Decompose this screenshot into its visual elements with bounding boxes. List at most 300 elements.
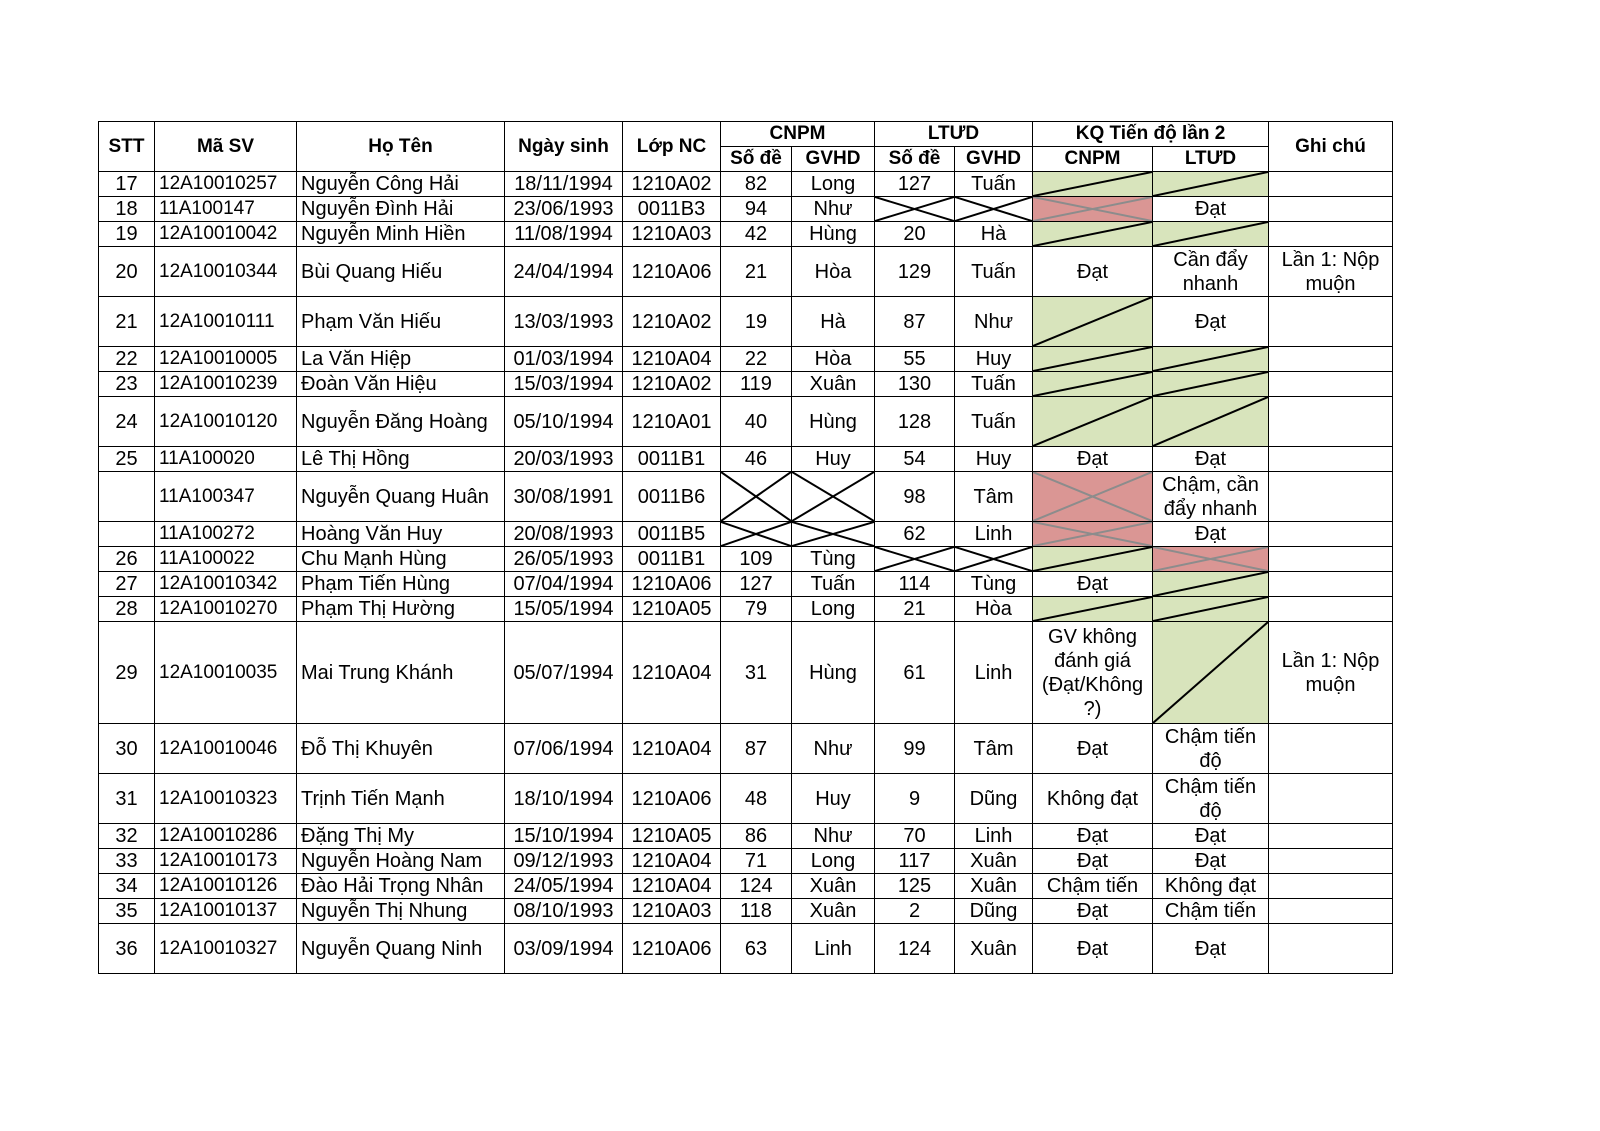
cell-ngay-sinh <box>505 397 623 447</box>
header-cnpm-gvhd: GVHD <box>792 147 875 172</box>
cell-text: 0011B3 <box>637 198 706 220</box>
strike-diagonal <box>1153 597 1268 621</box>
cell-kq-ltud <box>1153 874 1269 899</box>
cell-text: 12A10010137 <box>159 900 278 921</box>
cell-text: 117 <box>898 850 931 872</box>
cell-text: 1210A04 <box>631 348 712 370</box>
cell-kq-cnpm <box>1033 372 1153 397</box>
cell-lop-nc <box>623 899 721 924</box>
cell-ngay-sinh <box>505 824 623 849</box>
cell-cnpm-gvhd <box>792 472 875 522</box>
cell-kq-cnpm <box>1033 724 1153 774</box>
cell-text: 12A10010286 <box>159 825 278 846</box>
cell-ho-ten <box>297 347 505 372</box>
cell-ho-ten <box>297 849 505 874</box>
cell-ma-sv <box>155 297 297 347</box>
cell-cnpm-so-de <box>721 297 792 347</box>
cell-cnpm-so-de <box>721 222 792 247</box>
cell-lop-nc <box>623 547 721 572</box>
cell-kq-cnpm <box>1033 597 1153 622</box>
cell-cnpm-so-de <box>721 247 792 297</box>
cell-ngay-sinh <box>505 874 623 899</box>
strike-diagonal <box>1153 347 1268 371</box>
cell-text: 99 <box>903 737 926 760</box>
cell-text: 42 <box>744 223 768 245</box>
cell-text: Lần 1: Nộp muộn <box>1281 649 1380 696</box>
strike-diagonal <box>1033 397 1152 446</box>
cell-lop-nc <box>623 447 721 472</box>
cell-text: Linh <box>814 937 852 960</box>
cell-cnpm-so-de <box>721 924 792 974</box>
cell-text: Huy <box>975 448 1012 470</box>
cell-text: 12A10010035 <box>159 661 278 683</box>
cell-ltud-so-de <box>875 222 955 247</box>
cell-ma-sv <box>155 397 297 447</box>
cell-text: 1210A02 <box>631 173 712 195</box>
cell-text: Hùng <box>809 223 857 245</box>
cell-ltud-gvhd <box>955 874 1033 899</box>
cell-text: Đạt <box>1194 937 1227 960</box>
cell-ltud-so-de <box>875 622 955 724</box>
cell-text: 12A10010111 <box>159 310 275 332</box>
cell-cnpm-gvhd <box>792 849 875 874</box>
cell-ngay-sinh <box>505 472 623 522</box>
cell-text: Đạt <box>1194 523 1227 545</box>
strike-diagonal <box>1153 622 1268 723</box>
cell-ltud-gvhd <box>955 247 1033 297</box>
cell-cnpm-gvhd <box>792 172 875 197</box>
header-ho-ten: Họ Tên <box>297 122 505 172</box>
cell-ltud-gvhd <box>955 372 1033 397</box>
cell-text: 87 <box>744 737 768 760</box>
cell-cnpm-so-de <box>721 172 792 197</box>
cell-text: 61 <box>903 661 926 684</box>
cell-text: 124 <box>739 875 773 897</box>
cell-ngay-sinh <box>505 597 623 622</box>
cell-cnpm-gvhd <box>792 724 875 774</box>
cell-ghi-chu <box>1269 397 1393 447</box>
cell-kq-ltud <box>1153 347 1269 372</box>
cell-ghi-chu <box>1269 572 1393 597</box>
cell-text: 18/10/1994 <box>513 787 614 810</box>
strike-cross <box>721 472 791 521</box>
cell-text: Huy <box>975 348 1012 370</box>
cell-cnpm-so-de <box>721 347 792 372</box>
cell-text: Phạm Thị Hường <box>301 598 455 620</box>
table-row <box>99 472 1393 522</box>
cell-text: 0011B5 <box>637 523 706 545</box>
cell-ltud-gvhd <box>955 899 1033 924</box>
cell-text: Đạt <box>1194 825 1227 847</box>
cell-text: 2 <box>908 900 921 922</box>
cell-text: Đặng Thị My <box>301 825 415 847</box>
cell-text: Long <box>810 173 856 195</box>
cell-ghi-chu <box>1269 222 1393 247</box>
cell-stt <box>99 372 155 397</box>
cell-text: Xuân <box>970 850 1017 872</box>
cell-text: Hòa <box>814 348 852 370</box>
cell-text: Hà <box>980 223 1007 245</box>
cell-cnpm-so-de <box>721 899 792 924</box>
cell-ghi-chu <box>1269 622 1393 724</box>
cell-text: 26 <box>115 548 138 570</box>
cell-text: 1210A03 <box>631 223 712 245</box>
cell-text: 07/04/1994 <box>513 573 614 595</box>
cell-text: Không đạt <box>1046 787 1139 810</box>
cell-ghi-chu <box>1269 849 1393 874</box>
cell-ngay-sinh <box>505 572 623 597</box>
cell-text: 12A10010005 <box>159 348 278 369</box>
cell-ngay-sinh <box>505 247 623 297</box>
cell-text: 0011B1 <box>637 548 706 570</box>
strike-diagonal <box>1153 172 1268 196</box>
cell-text: Tâm <box>973 485 1014 508</box>
cell-stt <box>99 622 155 724</box>
cell-text: 12A10010042 <box>159 223 278 244</box>
cell-cnpm-so-de <box>721 572 792 597</box>
cell-text: Như <box>813 825 853 847</box>
cell-text: 26/05/1993 <box>513 548 614 570</box>
cell-text: 12A10010270 <box>159 598 278 619</box>
cell-text: 11A100272 <box>159 523 255 544</box>
table-row <box>99 222 1393 247</box>
cell-ltud-gvhd <box>955 849 1033 874</box>
cell-cnpm-gvhd <box>792 572 875 597</box>
cell-text: Hòa <box>814 260 852 283</box>
cell-ho-ten <box>297 622 505 724</box>
cell-text: 127 <box>739 573 773 595</box>
cell-text: 94 <box>744 198 768 220</box>
cell-lop-nc <box>623 522 721 547</box>
cell-text: 15/05/1994 <box>513 598 614 620</box>
cell-text: Đạt <box>1076 448 1109 470</box>
cell-stt <box>99 774 155 824</box>
cell-text: Nguyễn Quang Huân <box>301 485 489 508</box>
cell-lop-nc <box>623 774 721 824</box>
cell-ltud-so-de <box>875 597 955 622</box>
cell-ma-sv <box>155 172 297 197</box>
cell-cnpm-so-de <box>721 724 792 774</box>
cell-cnpm-so-de <box>721 597 792 622</box>
cell-text: 1210A02 <box>631 310 712 333</box>
cell-ltud-so-de <box>875 924 955 974</box>
cell-lop-nc <box>623 472 721 522</box>
cell-text: 127 <box>897 173 932 195</box>
cell-ltud-gvhd <box>955 572 1033 597</box>
cell-text: 30/08/1991 <box>513 485 614 508</box>
cell-ghi-chu <box>1269 197 1393 222</box>
cell-text: 1210A05 <box>631 598 712 620</box>
cell-text: 19 <box>744 310 768 333</box>
cell-text: Mai Trung Khánh <box>301 661 454 684</box>
header-kq: KQ Tiến độ lần 2 <box>1033 122 1269 147</box>
cell-lop-nc <box>623 849 721 874</box>
strike-cross <box>1033 522 1152 546</box>
cell-text: 71 <box>744 850 768 872</box>
cell-text: 11A100147 <box>159 198 255 219</box>
cell-text: Nguyễn Đình Hải <box>301 198 454 220</box>
table-row <box>99 924 1393 974</box>
cell-text: 12A10010344 <box>159 260 278 282</box>
cell-ma-sv <box>155 597 297 622</box>
cell-text: 09/12/1993 <box>513 850 614 872</box>
cell-text: 31 <box>744 661 768 684</box>
cell-lop-nc <box>623 874 721 899</box>
cell-ltud-so-de <box>875 899 955 924</box>
cell-text: Đạt <box>1194 310 1227 333</box>
cell-ho-ten <box>297 397 505 447</box>
cell-ho-ten <box>297 197 505 222</box>
table-row <box>99 372 1393 397</box>
cell-text: Hùng <box>809 410 857 433</box>
cell-cnpm-gvhd <box>792 522 875 547</box>
cell-text: 1210A06 <box>631 937 712 960</box>
cell-cnpm-gvhd <box>792 899 875 924</box>
cell-ma-sv <box>155 547 297 572</box>
cell-cnpm-gvhd <box>792 297 875 347</box>
cell-kq-ltud <box>1153 172 1269 197</box>
cell-text: Nguyễn Thị Nhung <box>301 900 468 922</box>
cell-stt <box>99 899 155 924</box>
cell-kq-cnpm <box>1033 824 1153 849</box>
cell-text: 11A100022 <box>159 548 255 569</box>
cell-cnpm-gvhd <box>792 222 875 247</box>
cell-ltud-so-de <box>875 472 955 522</box>
cell-text: 24 <box>115 410 138 433</box>
cell-text: 63 <box>744 937 768 960</box>
cell-text: Hoàng Văn Huy <box>301 523 443 545</box>
cell-text: Chậm, cần đẩy nhanh <box>1162 473 1259 520</box>
cell-ltud-so-de <box>875 724 955 774</box>
header-stt: STT <box>99 122 155 172</box>
cell-ma-sv <box>155 899 297 924</box>
cell-text: 130 <box>897 373 932 395</box>
cell-kq-ltud <box>1153 899 1269 924</box>
cell-text: 21 <box>903 598 926 620</box>
cell-text: Lê Thị Hồng <box>301 448 410 470</box>
cell-text: Đạt <box>1194 198 1227 220</box>
cell-text: Tùng <box>970 573 1017 595</box>
cell-stt <box>99 347 155 372</box>
cell-kq-cnpm <box>1033 472 1153 522</box>
table-row <box>99 522 1393 547</box>
cell-ho-ten <box>297 547 505 572</box>
strike-cross <box>792 472 874 521</box>
cell-text: Hòa <box>975 598 1012 620</box>
cell-text: 17 <box>115 173 138 195</box>
cell-kq-ltud <box>1153 522 1269 547</box>
cell-ngay-sinh <box>505 547 623 572</box>
cell-ma-sv <box>155 572 297 597</box>
cell-text: 36 <box>115 937 138 960</box>
cell-text: Như <box>813 198 853 220</box>
cell-lop-nc <box>623 622 721 724</box>
cell-text: 1210A05 <box>631 825 712 847</box>
strike-cross <box>875 197 954 221</box>
cell-lop-nc <box>623 597 721 622</box>
cell-ltud-gvhd <box>955 522 1033 547</box>
strike-cross <box>792 522 874 546</box>
cell-text: 1210A04 <box>631 737 712 760</box>
cell-text: 20/08/1993 <box>513 523 614 545</box>
cell-text: 70 <box>903 825 926 847</box>
cell-kq-ltud <box>1153 222 1269 247</box>
cell-text: 1210A04 <box>631 661 712 684</box>
cell-ho-ten <box>297 774 505 824</box>
cell-text: Xuân <box>970 875 1017 897</box>
cell-stt <box>99 849 155 874</box>
table-row <box>99 597 1393 622</box>
header-ltud-so-de: Số đề <box>875 147 955 172</box>
cell-text: 12A10010323 <box>159 787 278 809</box>
cell-lop-nc <box>623 724 721 774</box>
header-kq-cnpm: CNPM <box>1033 147 1153 172</box>
table-row <box>99 774 1393 824</box>
cell-text: Tùng <box>810 548 856 570</box>
table-row <box>99 874 1393 899</box>
cell-text: 114 <box>898 573 931 595</box>
cell-stt <box>99 724 155 774</box>
cell-stt <box>99 297 155 347</box>
cell-stt <box>99 522 155 547</box>
cell-ho-ten <box>297 472 505 522</box>
header-kq-ltud: LTƯD <box>1153 147 1269 172</box>
header-cnpm: CNPM <box>721 122 875 147</box>
cell-cnpm-gvhd <box>792 547 875 572</box>
cell-text: 48 <box>744 787 768 810</box>
cell-text: Chậm tiến <box>1046 875 1139 897</box>
cell-ma-sv <box>155 197 297 222</box>
strike-diagonal <box>1153 397 1268 446</box>
cell-ma-sv <box>155 622 297 724</box>
cell-cnpm-gvhd <box>792 347 875 372</box>
header-lop-nc: Lớp NC <box>623 122 721 172</box>
cell-ngay-sinh <box>505 172 623 197</box>
strike-diagonal <box>1033 172 1152 196</box>
header-ghi-chu: Ghi chú <box>1269 122 1393 172</box>
cell-ho-ten <box>297 874 505 899</box>
cell-text: Linh <box>974 825 1013 847</box>
cell-text: 12A10010046 <box>159 737 278 759</box>
cell-text: 62 <box>903 523 926 545</box>
cell-text: Tuấn <box>971 260 1016 283</box>
table-row <box>99 824 1393 849</box>
cell-stt <box>99 924 155 974</box>
header-cnpm-so-de: Số đề <box>721 147 792 172</box>
cell-cnpm-gvhd <box>792 597 875 622</box>
cell-ltud-so-de <box>875 297 955 347</box>
cell-text: 40 <box>744 410 768 433</box>
cell-ltud-so-de <box>875 522 955 547</box>
cell-text: Đạt <box>1194 448 1227 470</box>
cell-text: 82 <box>744 173 768 195</box>
cell-text: Chu Mạnh Hùng <box>301 548 447 570</box>
cell-cnpm-so-de <box>721 372 792 397</box>
cell-ma-sv <box>155 874 297 899</box>
cell-kq-cnpm <box>1033 447 1153 472</box>
strike-diagonal <box>1033 547 1152 571</box>
cell-kq-cnpm <box>1033 849 1153 874</box>
cell-cnpm-so-de <box>721 824 792 849</box>
cell-ho-ten <box>297 597 505 622</box>
strike-cross <box>1153 547 1268 571</box>
cell-text: Đạt <box>1194 850 1227 872</box>
cell-ma-sv <box>155 924 297 974</box>
cell-text: Phạm Văn Hiếu <box>301 310 442 333</box>
cell-ghi-chu <box>1269 597 1393 622</box>
strike-diagonal <box>1033 372 1152 396</box>
cell-text: Xuân <box>809 875 857 897</box>
cell-text: Tuấn <box>971 173 1016 195</box>
cell-cnpm-gvhd <box>792 824 875 849</box>
cell-ma-sv <box>155 824 297 849</box>
cell-text: 12A10010173 <box>159 850 278 871</box>
cell-cnpm-so-de <box>721 397 792 447</box>
table-row <box>99 547 1393 572</box>
cell-ma-sv <box>155 472 297 522</box>
cell-kq-ltud <box>1153 597 1269 622</box>
cell-text: Hùng <box>809 661 857 684</box>
cell-ma-sv <box>155 247 297 297</box>
cell-cnpm-so-de <box>721 472 792 522</box>
strike-diagonal <box>1153 222 1268 246</box>
cell-cnpm-so-de <box>721 874 792 899</box>
cell-ngay-sinh <box>505 899 623 924</box>
cell-ghi-chu <box>1269 447 1393 472</box>
cell-ghi-chu <box>1269 547 1393 572</box>
cell-ghi-chu <box>1269 824 1393 849</box>
cell-text: 129 <box>897 260 932 283</box>
cell-text: 1210A06 <box>631 787 712 810</box>
cell-text: Đạt <box>1076 850 1109 872</box>
cell-text: 1210A06 <box>631 573 712 595</box>
cell-kq-cnpm <box>1033 924 1153 974</box>
cell-kq-cnpm <box>1033 397 1153 447</box>
cell-cnpm-so-de <box>721 522 792 547</box>
cell-kq-cnpm <box>1033 172 1153 197</box>
cell-lop-nc <box>623 372 721 397</box>
cell-ltud-so-de <box>875 247 955 297</box>
header-ma-sv: Mã SV <box>155 122 297 172</box>
cell-ngay-sinh <box>505 774 623 824</box>
cell-text: 33 <box>115 850 138 872</box>
cell-text: 1210A02 <box>631 373 712 395</box>
cell-ho-ten <box>297 297 505 347</box>
cell-kq-cnpm <box>1033 347 1153 372</box>
cell-cnpm-gvhd <box>792 774 875 824</box>
cell-text: Xuân <box>809 900 857 922</box>
cell-cnpm-gvhd <box>792 874 875 899</box>
cell-text: Long <box>810 850 856 872</box>
cell-kq-cnpm <box>1033 874 1153 899</box>
cell-text: Đạt <box>1076 825 1109 847</box>
cell-text: 46 <box>744 448 768 470</box>
strike-cross <box>1033 197 1152 221</box>
cell-stt <box>99 472 155 522</box>
cell-kq-ltud <box>1153 622 1269 724</box>
cell-text: 35 <box>115 900 138 922</box>
cell-text: 05/10/1994 <box>513 410 614 433</box>
cell-ltud-gvhd <box>955 472 1033 522</box>
table-row <box>99 572 1393 597</box>
cell-ngay-sinh <box>505 372 623 397</box>
cell-ho-ten <box>297 899 505 924</box>
cell-ltud-gvhd <box>955 824 1033 849</box>
cell-cnpm-gvhd <box>792 622 875 724</box>
cell-text: 15/03/1994 <box>513 373 614 395</box>
strike-cross <box>1033 472 1152 521</box>
cell-ltud-gvhd <box>955 347 1033 372</box>
